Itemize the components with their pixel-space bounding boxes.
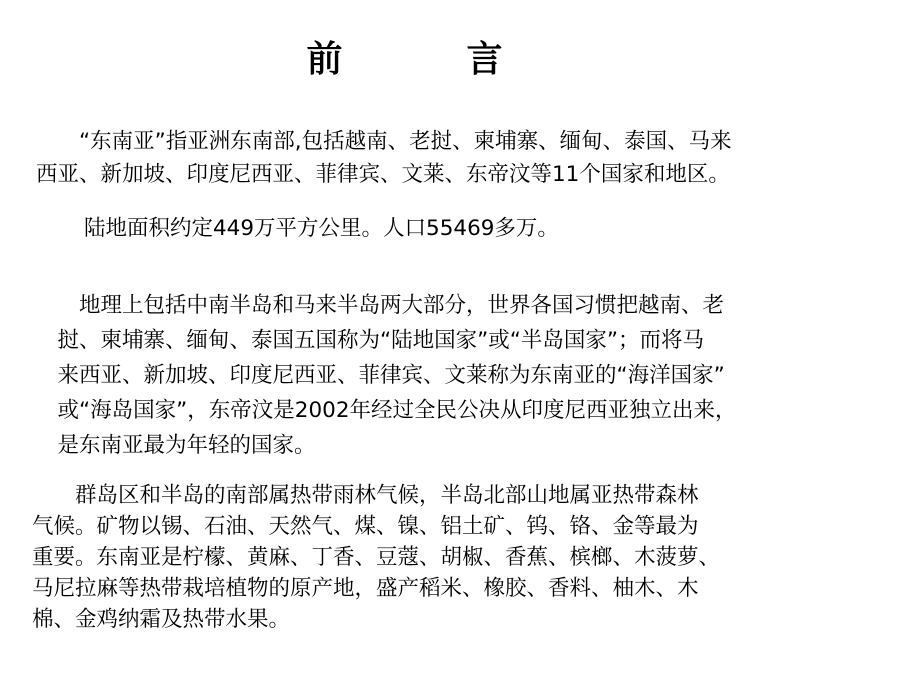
paragraph-line: 陆地面积约定449万平方公里。人口55469多万。: [84, 216, 559, 241]
paragraph-line: 群岛区和半岛的南部属热带雨林气候，半岛北部山地属亚热带森林: [32, 483, 699, 508]
page-title: 前 言: [306, 39, 547, 80]
paragraph-line: 或“海岛国家”，东帝汶是2002年经过全民公决从印度尼西亚独立出来，: [36, 398, 737, 423]
paragraph-line: 棉、金鸡纳霜及热带水果。: [32, 607, 291, 632]
paragraph-line: 重要。东南亚是柠檬、黄麻、丁香、豆蔻、胡椒、香蕉、槟榔、木菠萝、: [32, 545, 721, 570]
paragraph-line: 来西亚、新加坡、印度尼西亚、菲律宾、文莱称为东南亚的“海洋国家”: [36, 363, 725, 388]
paragraph-line: 挝、柬埔寨、缅甸、泰国五国称为“陆地国家”或“半岛国家”；而将马: [36, 328, 705, 353]
paragraph-line: 马尼拉麻等热带栽培植物的原产地，盛产稻米、橡胶、香料、柚木、木: [32, 576, 699, 601]
paragraph-line: 地理上包括中南半岛和马来半岛两大部分，世界各国习惯把越南、老: [36, 293, 725, 318]
paragraph-climate-resources: [32, 480, 720, 635]
paragraph-geography: [36, 288, 737, 463]
paragraph-line: 是东南亚最为年轻的国家。: [36, 433, 316, 458]
paragraph-line: 气候。矿物以锡、石油、天然气、煤、镍、铝土矿、钨、铬、金等最为: [32, 514, 699, 539]
paragraph-line: “东南亚”指亚洲东南部,包括越南、老挝、柬埔寨、缅甸、泰国、马来: [36, 129, 732, 154]
paragraph-area-population: [84, 212, 559, 245]
paragraph-line: 西亚、新加坡、印度尼西亚、菲律宾、文莱、东帝汶等11个国家和地区。: [36, 162, 730, 187]
paragraph-definition: [36, 125, 732, 191]
